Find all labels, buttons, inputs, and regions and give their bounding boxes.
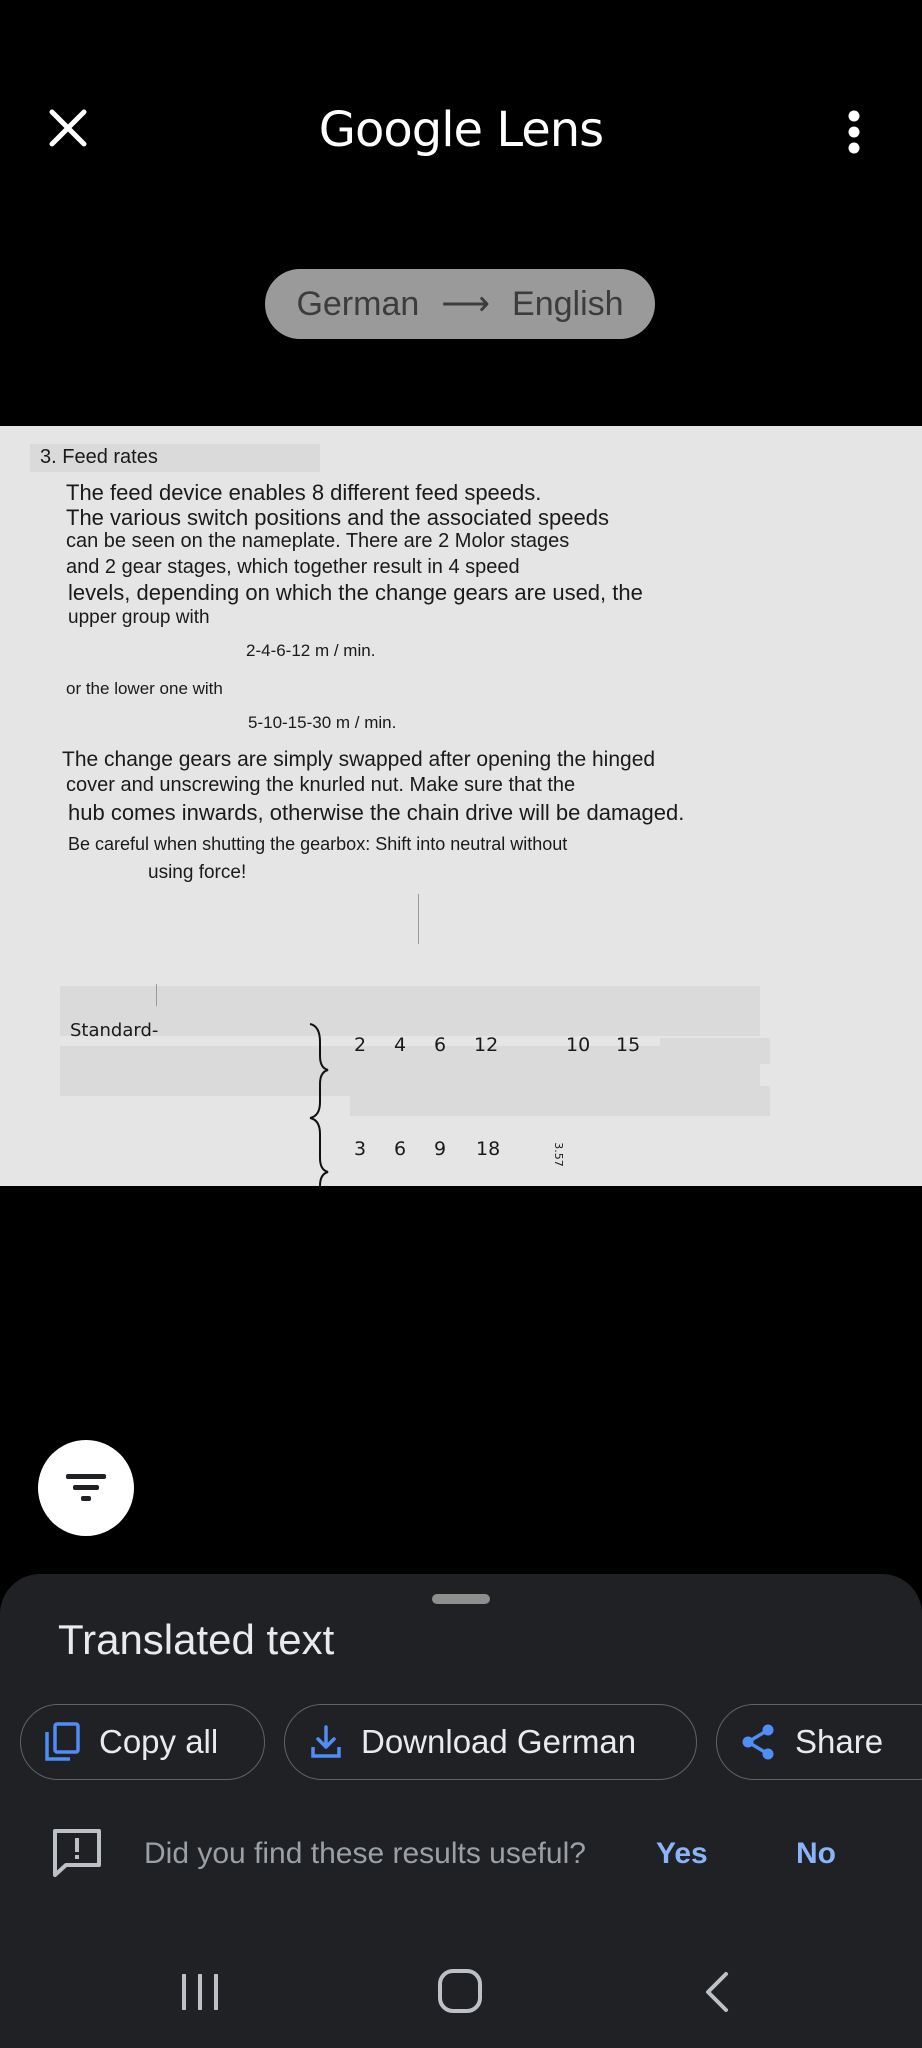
table-cell: 3 [354,1138,367,1160]
document-image [0,426,922,1186]
download-icon [309,1723,343,1761]
filter-icon [38,1440,134,1536]
share-button[interactable] [716,1704,922,1780]
table-cell: 2 [354,1034,367,1056]
table-cell: 10 [566,1034,591,1056]
table-cell: 3.57 [551,1142,565,1167]
back-button[interactable] [700,1968,734,2016]
sheet-drag-handle[interactable] [432,1594,490,1604]
copy-all-label: Copy all [99,1723,219,1760]
recents-icon [178,1972,222,2012]
table-cell: 6 [434,1034,447,1056]
home-button[interactable] [436,1968,484,2014]
source-language: German [296,284,420,323]
table-cell: 12 [474,1034,499,1056]
more-vert-icon [836,104,872,160]
brace-icon [306,1020,332,1186]
doc-line: The various switch positions and the associated speeds [66,505,609,530]
doc-line: The change gears are simply swapped after opening the hinged [62,748,656,771]
language-selector[interactable] [265,269,655,339]
upper-rate: 2-4-6-12 m / min. [246,641,376,660]
doc-line: levels, depending on which the change gears are used, the [68,580,643,605]
sheet-title: Translated text [58,1616,335,1663]
copy-all-button[interactable] [20,1704,265,1780]
doc-line: using force! [148,862,247,883]
feedback-yes-button[interactable]: Yes [656,1837,708,1870]
arrow-right-icon: ⟶ [441,285,491,323]
table-label: Standard- [70,1020,159,1041]
table-cell: 18 [476,1138,501,1160]
back-icon [700,1968,734,2016]
home-icon [436,1968,484,2014]
table-cell: 9 [434,1138,447,1160]
feedback-question: Did you find these results useful? [144,1837,586,1870]
doc-line: Be careful when shutting the gearbox: Shift into neutral without [68,834,568,854]
recent-apps-button[interactable] [178,1972,222,2012]
doc-line: cover and unscrewing the knurled nut. Make sure that the [66,774,576,796]
doc-line: hub comes inwards, otherwise the chain drive will be damaged. [68,800,685,825]
lower-rate: 5-10-15-30 m / min. [248,713,397,732]
table-cell: 4 [394,1034,407,1056]
share-icon [739,1722,777,1762]
filter-button[interactable] [38,1440,134,1536]
doc-line: can be seen on the nameplate. There are 2 Molor stages [66,530,570,552]
more-options-button[interactable] [836,104,872,160]
copy-icon [43,1721,81,1763]
doc-line: The feed device enables 8 different feed speeds. [66,480,542,505]
app-title: Google Lens [318,102,604,158]
lower-intro: or the lower one with [66,679,223,698]
target-language: English [512,284,624,323]
feedback-no-button[interactable]: No [796,1837,836,1870]
download-german-button[interactable] [284,1704,697,1780]
table-cell: 15 [616,1034,641,1056]
doc-line: and 2 gear stages, which together result in 4 speed [66,556,520,578]
download-label: Download German [361,1723,637,1760]
feedback-icon [50,1826,104,1880]
doc-line: upper group with [68,607,210,628]
share-label: Share [795,1723,884,1760]
doc-heading: 3. Feed rates [40,446,158,468]
table-cell: 6 [394,1138,407,1160]
